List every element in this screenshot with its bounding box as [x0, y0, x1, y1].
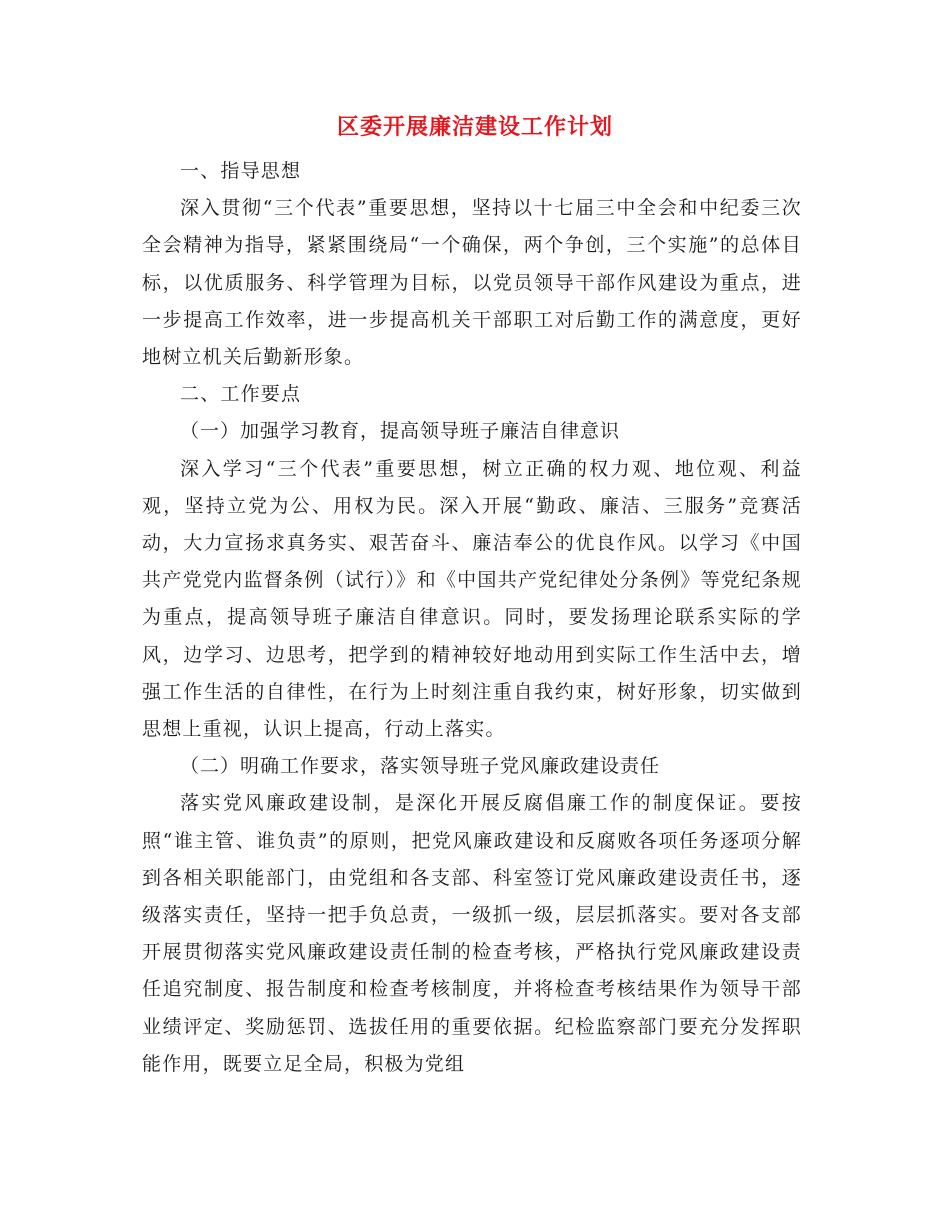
subheading-work-requirements: （二）明确工作要求，落实领导班子党风廉政建设责任 — [180, 755, 661, 778]
paragraph-guiding-ideology: 深入贯彻“三个代表”重要思想，坚持以十七届三中全会和中纪委三次全会精神为指导，紧紧围绕局“一个确保，两个争创，三个实施”的总体目标，以优质服务、科学管理为目标，以党员领导干部作风建设为重点，进一步提高工作效率，进一步提高机关干部职工对后勤工作的满意度，更好地树立机关后勤新形象。 — [142, 197, 802, 369]
document-title: 区委开展廉洁建设工作计划 — [336, 115, 613, 140]
paragraph-study-education: 深入学习“三个代表”重要思想，树立正确的权力观、地位观、利益观，坚持立党为公、用权为民。深入开展“勤政、廉洁、三服务”竞赛活动，大力宣扬求真务实、艰苦奋斗、廉洁奉公的优良作风。以学习《中国共产党党内监督条例（试行）》和《中国共产党纪律处分条例》等党纪条规为重点，提高领导班子廉洁自律意识。同时，要发扬理论联系实际的学风，边学习、边思考，把学到的精神较好地动用到实际工作生活中去，增强工作生活的自律性，在行为上时刻注重自我约束，树好形象，切实做到思想上重视，认识上提高，行动上落实。 — [142, 457, 802, 741]
document-body — [142, 153, 802, 1083]
section-heading-work-points: 二、工作要点 — [180, 383, 302, 406]
paragraph-work-requirements: 落实党风廉政建设制，是深化开展反腐倡廉工作的制度保证。要按照“谁主管、谁负责”的原则，把党风廉政建设和反腐败各项任务逐项分解到各相关职能部门，由党组和各支部、科室签订党风廉政建设责任书，逐级落实责任，坚持一把手负总责，一级抓一级，层层抓落实。要对各支部开展贯彻落实党风廉政建设责任制的检查考核，严格执行党风廉政建设责任追究制度、报告制度和检查考核制度，并将检查考核结果作为领导干部业绩评定、奖励惩罚、选拔任用的重要依据。纪检监察部门要充分发挥职能作用，既要立足全局，积极为党组 — [142, 792, 802, 1075]
subheading-study-education: （一）加强学习教育，提高领导班子廉洁自律意识 — [180, 420, 621, 443]
section-heading-guiding-ideology: 一、指导思想 — [180, 160, 302, 182]
